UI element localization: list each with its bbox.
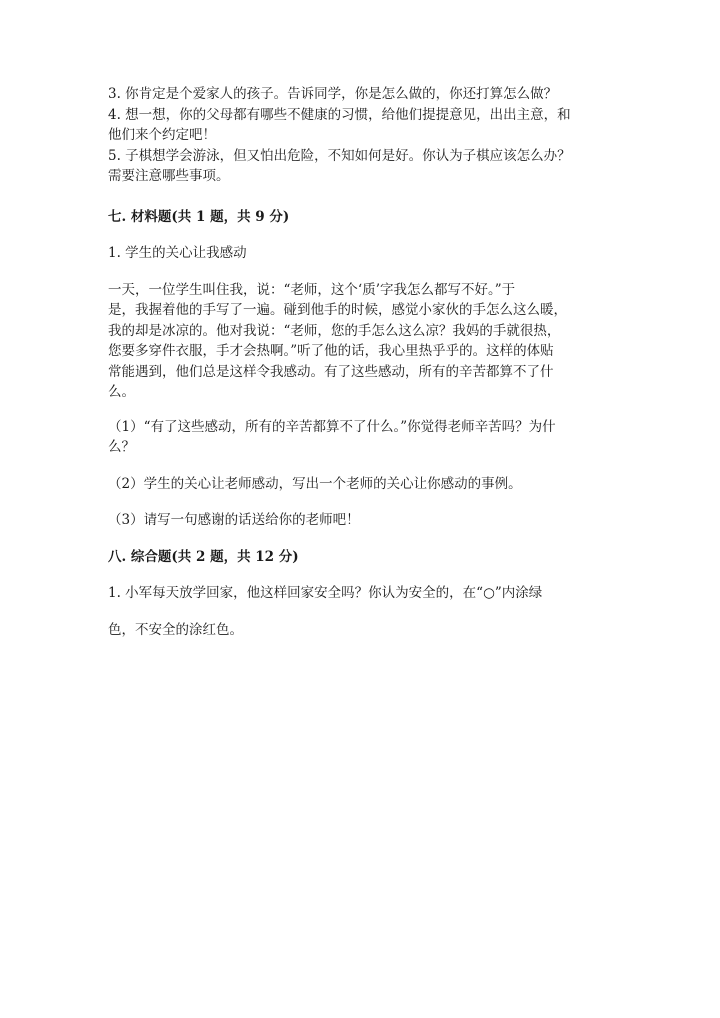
- section-8-title: 八. 综合题(共 2 题，共 12 分): [108, 548, 299, 565]
- question-3-line-1: 3. 你肯定是个爱家人的孩子。告诉同学，你是怎么做的，你还打算怎么做？: [108, 86, 558, 102]
- question-3: [108, 84, 608, 105]
- sub-question-1-line-2: 么？: [108, 439, 135, 455]
- passage-line: 一天，一位学生叫住我，说：“老师，这个‘质’字我怎么都写不好。”于: [108, 281, 516, 298]
- passage-line: 么。: [108, 384, 135, 400]
- section-7-question-title: 1. 学生的关心让我感动: [108, 245, 247, 261]
- question-list: [108, 84, 608, 187]
- section-8-question-1-line-2: 色，不安全的涂红色。: [108, 621, 243, 638]
- passage-line: 常能遇到，他们总是这样令我感动。有了这些感动，所有的辛苦都算不了什: [108, 363, 554, 380]
- section-7-title: 七. 材料题(共 1 题，共 9 分): [108, 208, 290, 225]
- material-passage: [108, 280, 608, 403]
- section-8-question-1-line-1: 1. 小军每天放学回家，他这样回家安全吗？你认为安全的，在“○”内涂绿: [108, 585, 543, 601]
- passage-line: 我的却是冰凉的。他对我说：“老师，您的手怎么这么凉？我妈的手就很热，: [108, 322, 561, 339]
- question-4: [108, 105, 608, 146]
- sub-question-1: [108, 417, 608, 458]
- question-4-line-1: 4. 想一想，你的父母都有哪些不健康的习惯，给他们提提意见，出出主意，和: [108, 106, 571, 123]
- passage-line: 是，我握着他的手写了一遍。碰到他手的时候，感觉小家伙的手怎么这么暖，: [108, 302, 567, 318]
- sub-question-1-line-1: （1）“有了这些感动，所有的辛苦都算不了什么。”你觉得老师辛苦吗？为什: [108, 418, 556, 435]
- sub-question-2: （2）学生的关心让老师感动，写出一个老师的关心让你感动的事例。: [108, 475, 522, 492]
- passage-line: 您要多穿件衣服，手才会热啊。”听了他的话，我心里热乎乎的。这样的体贴: [108, 343, 554, 359]
- worksheet-page: [108, 84, 608, 640]
- question-4-line-2: 他们来个约定吧！: [108, 127, 216, 143]
- question-5-line-2: 需要注意哪些事项。: [108, 168, 230, 184]
- question-5-line-1: 5. 子棋想学会游泳，但又怕出危险，不知如何是好。你认为子棋应该怎么办？: [108, 147, 571, 164]
- sub-question-3: （3）请写一句感谢的话送给你的老师吧！: [108, 512, 360, 528]
- question-5: [108, 146, 608, 187]
